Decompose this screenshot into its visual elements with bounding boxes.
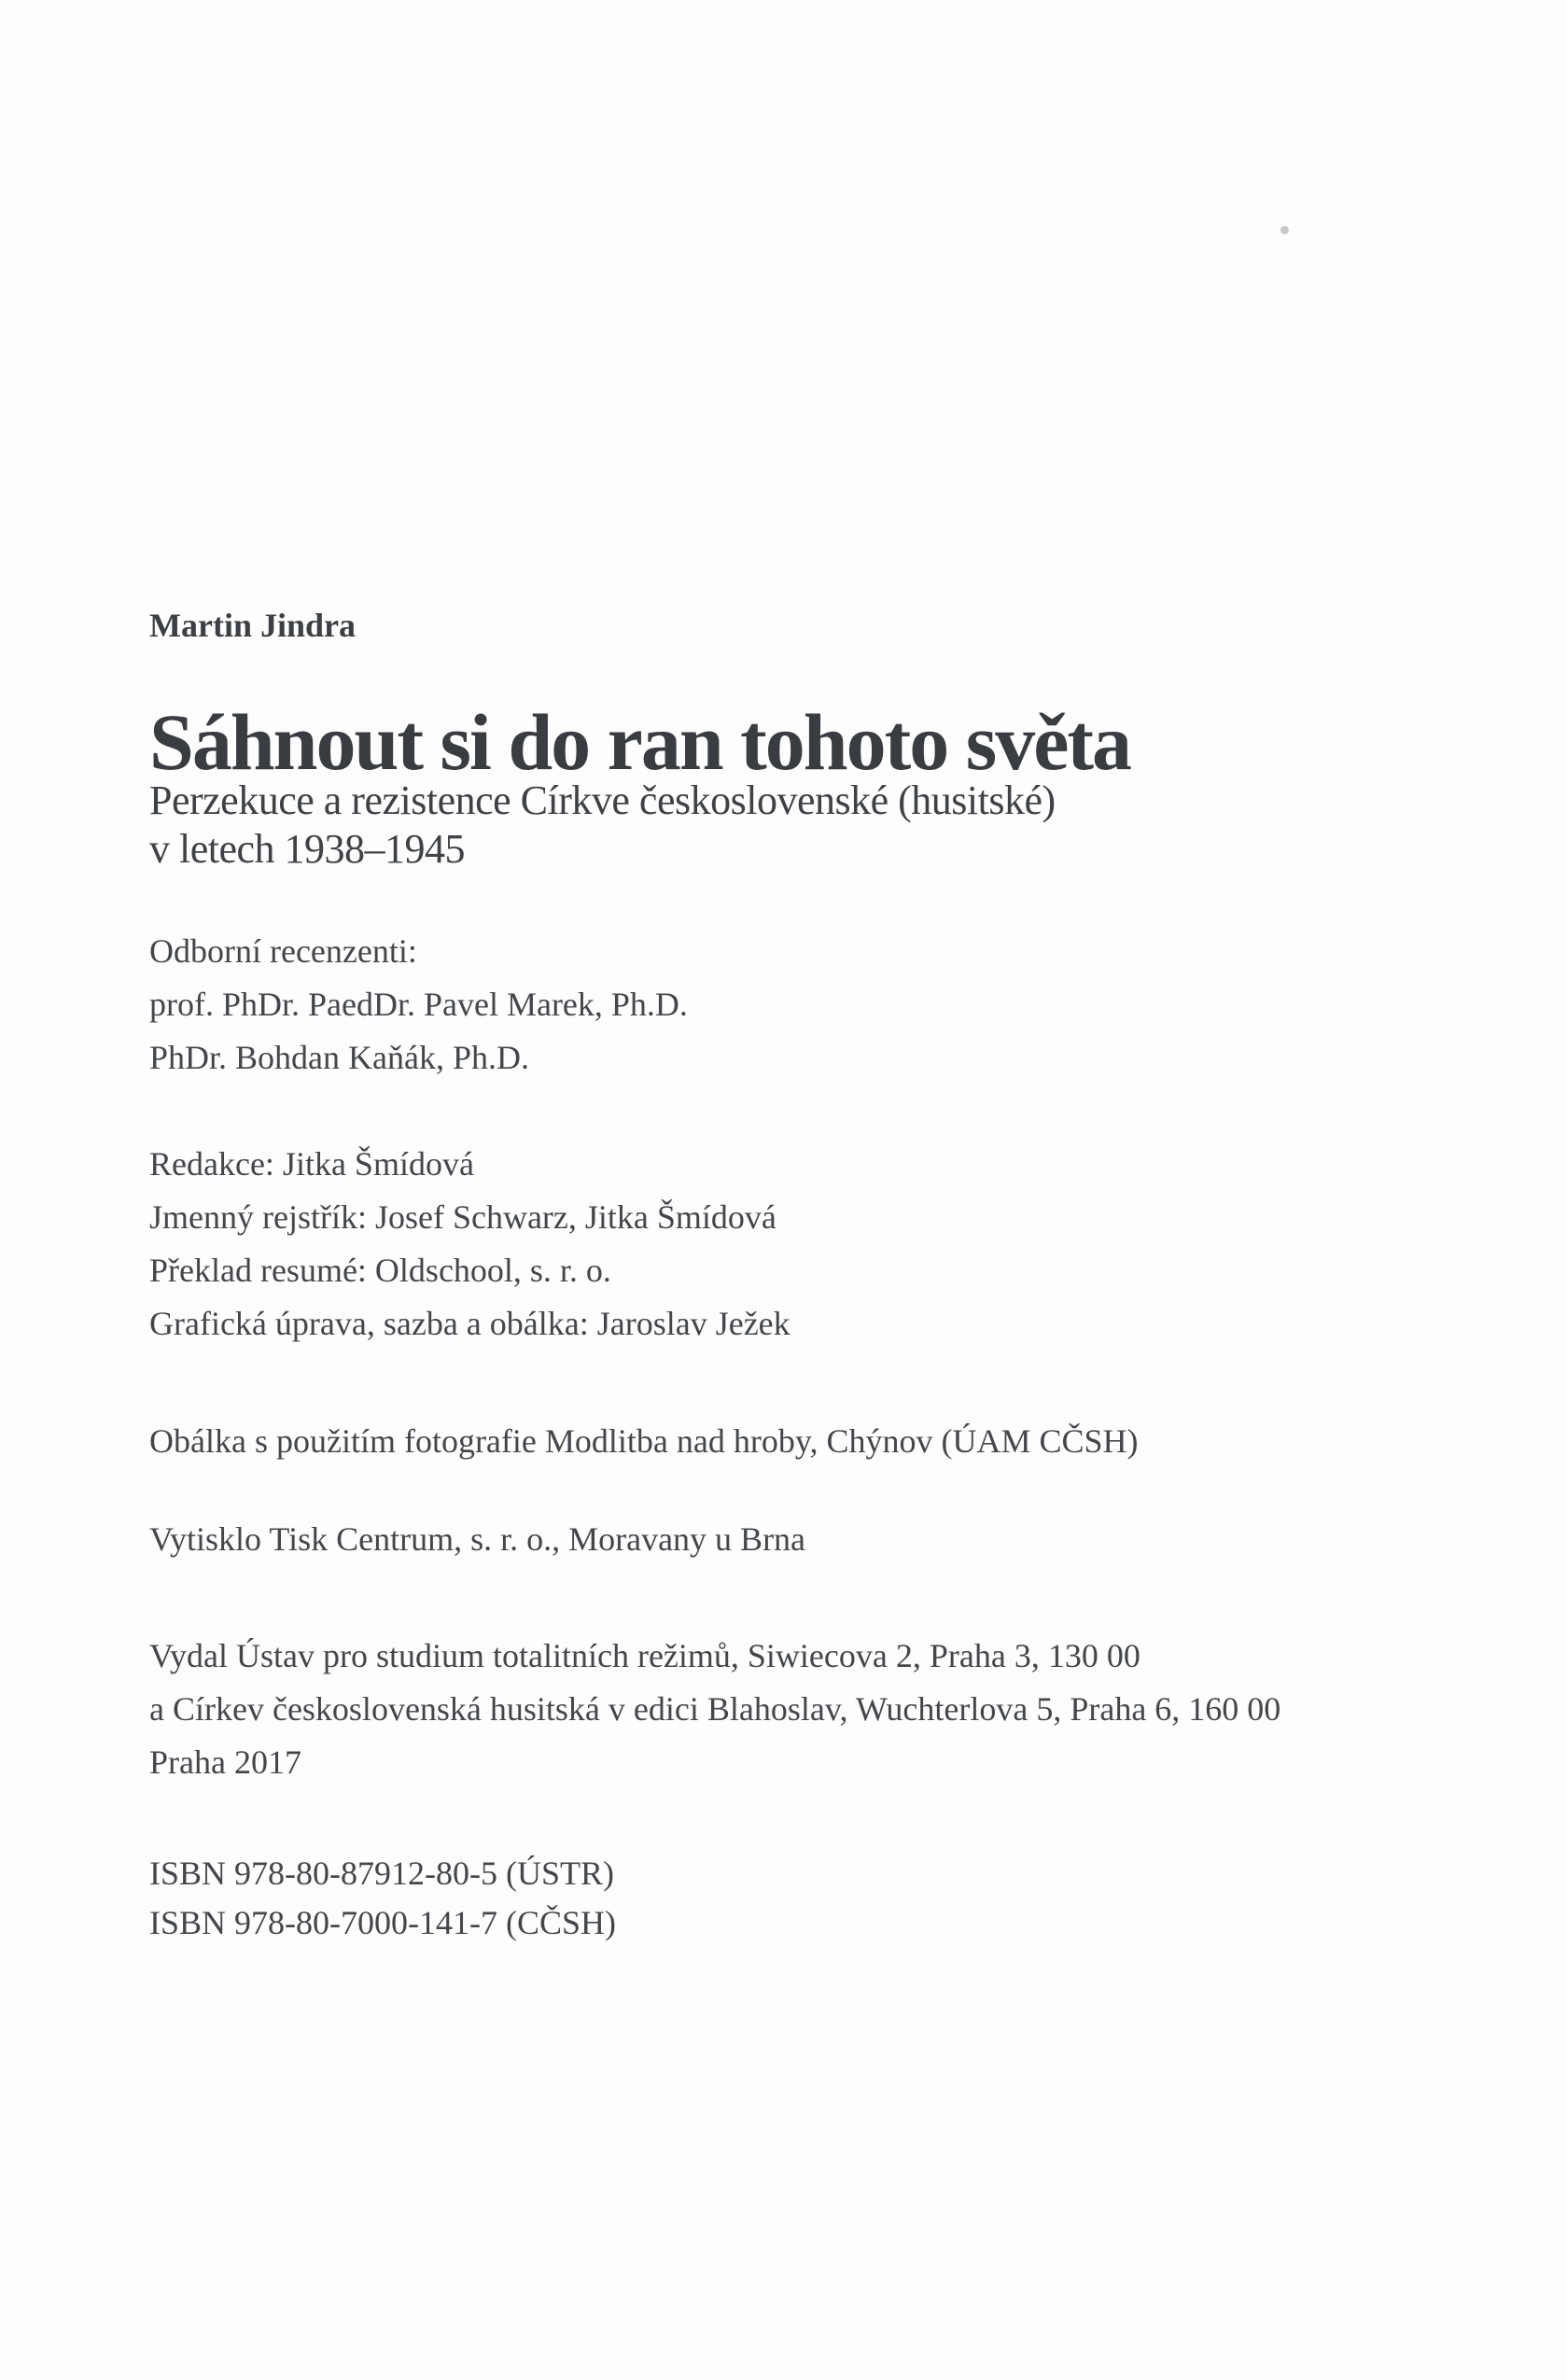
book-subtitle [149,777,1056,874]
publisher-line-2: a Církev československá husitská v edici Blahoslav, Wuchterlova 5, Praha 6, 160 00 [149,1690,1281,1728]
credits-section [149,1138,790,1351]
cover-photo-note: Obálka s použitím fotografie Modlitba nad hroby, Chýnov (ÚAM CČSH) [149,1422,1139,1460]
author-name: Martin Jindra [149,607,356,644]
printer-note: Vytisklo Tisk Centrum, s. r. o., Moravany u Brna [149,1520,806,1558]
book-title: Sáhnout si do ran tohoto světa [149,697,1131,787]
reviewer-2: PhDr. Bohdan Kaňák, Ph.D. [149,1039,529,1076]
reviewer-1: prof. PhDr. PaedDr. Pavel Marek, Ph.D. [149,986,688,1023]
publisher-section [149,1630,1280,1789]
reviewers-section [149,925,688,1085]
isbn-ccsh: ISBN 978-80-7000-141-7 (CČSH) [149,1904,616,1941]
scan-dust-speck [1280,226,1289,234]
isbn-ustr: ISBN 978-80-87912-80-5 (ÚSTR) [149,1855,614,1892]
isbn-section [149,1849,616,1948]
publisher-line-1: Vydal Ústav pro studium totalitních režimů, Siwiecova 2, Praha 3, 130 00 [149,1637,1140,1674]
subtitle-line-1: Perzekuce a rezistence Církve československé (husitské) [149,777,1056,823]
subtitle-line-2: v letech 1938–1945 [149,826,466,872]
credit-index: Jmenný rejstřík: Josef Schwarz, Jitka Šmídová [149,1198,777,1236]
credit-translation: Překlad resumé: Oldschool, s. r. o. [149,1252,611,1289]
publisher-line-3: Praha 2017 [149,1743,301,1781]
credit-editor: Redakce: Jitka Šmídová [149,1145,474,1183]
reviewers-heading: Odborní recenzenti: [149,932,417,970]
credit-design: Grafická úprava, sazba a obálka: Jaroslav Ježek [149,1305,790,1342]
